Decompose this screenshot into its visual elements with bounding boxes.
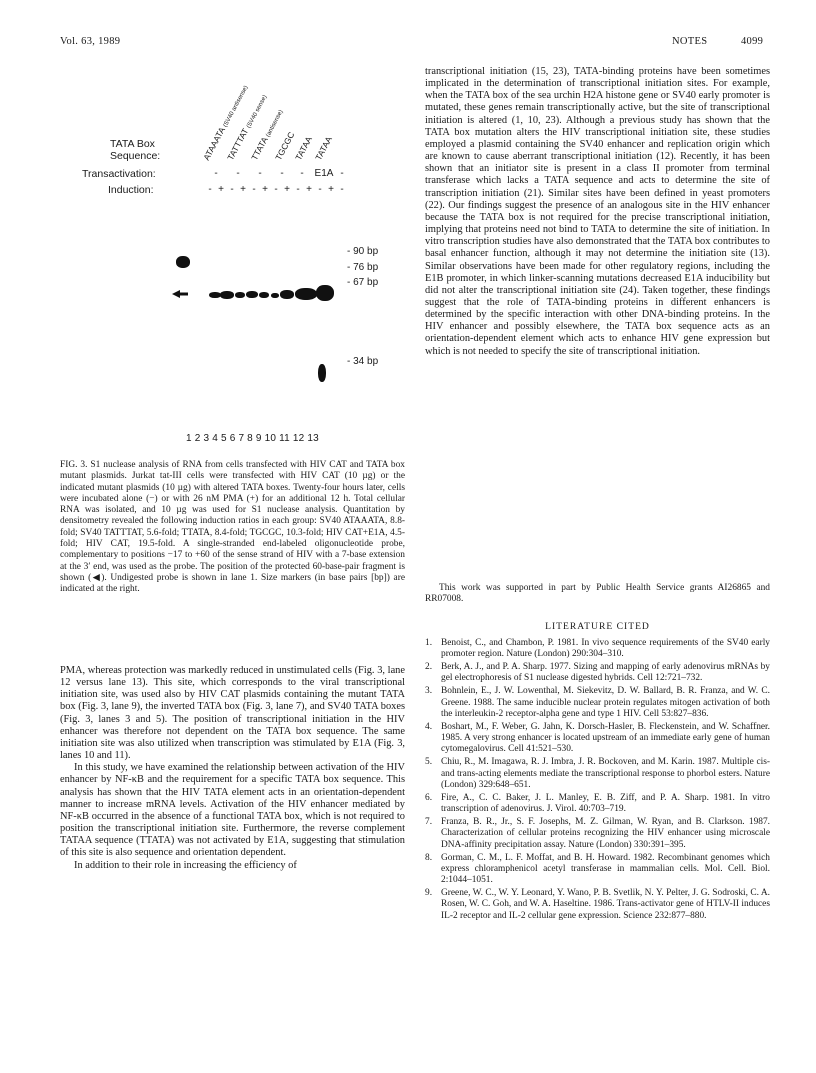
literature-heading: LITERATURE CITED [545, 621, 650, 632]
induction-value: + [218, 184, 224, 195]
reference-text: Gorman, C. M., L. F. Moffat, and B. H. Howard. 1982. Recombinant genomes which express chloramphenicol acetyl transferase in mammalian cells. Mol. Cell. Biol. 2:1044–1051. [441, 852, 770, 886]
reference-number: 7. [425, 817, 433, 828]
seq-label-4: TGCGC [273, 130, 297, 162]
induction-label: Induction: [108, 184, 154, 196]
transactivation-label: Transactivation: [82, 168, 156, 180]
acknowledgment: This work was supported in part by Public Health Service grants AI26865 and RR07008. [425, 583, 770, 605]
paragraph: PMA, whereas protection was markedly reduced in unstimulated cells (Fig. 3, lane 12 versus lane 13). This site, which corresponds to the viral transcriptional initiation site, was used also by HIV CAT plasmids containing the mutant TATA box (Fig. 3, lane 9), the inverted TATA box (Fig. 3, lane 7), and SV40 TATA boxes (Fig. 3, lanes 3 and 5). The position of transcriptional initiation in the HIV enhancer was therefore not dependent on the TATA box sequence. The same initiation site was also utilized when transcription was stimulated by E1A (Fig. 3, lanes 10 and 11). [60, 665, 405, 762]
journal-volume: Vol. 63, 1989 [60, 36, 121, 47]
reference-number: 1. [425, 638, 433, 648]
reference-text: Franza, B. R., Jr., S. F. Josephs, M. Z. Gilman, W. Ryan, and B. Clarkson. 1987. Characterization of cellular proteins recognizing the HIV enhancer using microscale DNA-affinity precipitation assay. Nature (London) 330:391–395. [441, 817, 770, 850]
reference-number: 3. [425, 686, 433, 697]
reference-item [425, 638, 770, 661]
figure-caption: FIG. 3. S1 nuclease analysis of RNA from cells transfected with HIV CAT and TATA box mutant plasmids. Jurkat tat-III cells were transfected with HIV CAT (10 µg) or the indicated mutant plasmids (10 µg) with altered TATA boxes. Twenty-four hours later, cells were incubated alone (−) or with 26 nM PMA (+) for an additional 12 h. Total cellular RNA was isolated, and 10 µg was used for S1 nuclease analysis. Quantitation by densitometry revealed the following induction ratios in each group: SV40 ATAAATA, 8.8-fold; SV40 TATTTAT, 5.6-fold; TTATA, 8.4-fold; TGCGC, 10.3-fold; HIV CAT+E1A, 4.5-fold; HIV CAT, 19.5-fold. A single-stranded end-labeled oligonucleotide probe, complementary to positions −17 to +60 of the sense strand of HIV with a 7-base extension at the 3′ end, was used as the probe. The position of the protected 60-base-pair fragment is shown (◀). Undigested probe is shown in lane 1. Size markers (in base pairs [bp]) are indicated at the right. [60, 460, 405, 595]
induction-value: + [284, 184, 290, 195]
transactivation-value: - [300, 168, 304, 179]
reference-number: 5. [425, 757, 433, 768]
induction-value: + [240, 184, 246, 195]
induction-value: + [328, 184, 334, 195]
size-marker-34: - 34 bp [347, 356, 379, 367]
reference-number: 6. [425, 792, 433, 803]
gel-band [271, 293, 279, 298]
induction-value: - [252, 184, 256, 195]
seq-label-1: ATAAATA (SV40 antisense) [201, 84, 250, 162]
seq-label-2: TATTTAT (SV40 sense) [225, 94, 269, 162]
transactivation-value: - [258, 168, 262, 179]
induction-value: - [230, 184, 234, 195]
seq-label-3: TTATA (antisense) [249, 109, 285, 162]
gel-band [220, 291, 234, 299]
reference-text: Greene, W. C., W. Y. Leonard, Y. Wano, P. B. Svetlik, N. Y. Pelter, J. G. Sodroski, C. A. Rosen, W. C. Goh, and W. A. Haseltine. 1986. Trans-activator gene of HTLV-II induces IL-2 receptor and IL-2 cellular gene expression. Science 232:877–880. [441, 887, 770, 921]
gel-band [235, 292, 245, 298]
transactivation-value: - [280, 168, 284, 179]
reference-item [425, 686, 770, 720]
gel-band [246, 291, 258, 298]
reference-item [425, 853, 770, 887]
reference-list [425, 638, 770, 923]
induction-value: - [296, 184, 300, 195]
tata-box-label: TATA Box [110, 138, 155, 150]
reference-item [425, 888, 770, 922]
transactivation-value: - [236, 168, 240, 179]
lane-numbers: 1 2 3 4 5 6 7 8 9 10 11 12 13 [186, 433, 319, 444]
reference-text: Berk, A. J., and P. A. Sharp. 1977. Sizing and mapping of early adenovirus mRNAs by gel electrophoresis of S1 nuclease digested hybrids. Cell 12:721–732. [441, 662, 770, 684]
size-marker-76: - 76 bp [347, 262, 379, 273]
right-column [425, 66, 770, 358]
undigested-probe-band [176, 256, 190, 268]
reference-number: 9. [425, 887, 433, 898]
section-label: NOTES [672, 36, 708, 47]
reference-item [425, 817, 770, 851]
reference-number: 2. [425, 662, 433, 673]
reference-number: 4. [425, 721, 433, 732]
arrow-icon [172, 290, 188, 298]
transactivation-value: E1A [314, 168, 334, 179]
paragraph: transcriptional initiation (15, 23), TATA-binding proteins have been sometimes implicated in the determination of transcriptional initiation sites. For example, when the TATA box of the sea urchin H2A histone gene or SV40 early promoter is mutated, these genes remain transcriptionally active, but the site of transcriptional initiation is altered (1, 10, 23). Although a previous study has shown that the TATA box mutation alters the HIV transcriptional initiation site, these studies employed a plasmid containing the SV40 enhancer and replication origin which are known to cause aberrant transcriptional initiation (12). Recently, it has been shown that an initiator site is present in a class II promoter from terminal transferase which lacks a TATA sequence and acts to determine the site of transcription initiation (21). Similar sites have been defined in yeast promoters (22). Our findings suggest the presence of an analogous site in the HIV enhancer because the TATA box is not required for the precise transcriptional initiation, implying that proteins need not bind to TATA to determine the site of initiation. In vitro transcription studies have also demonstrated that the TATA box contributes to basal enhancer function, although it may not determine the initiation site (13). Similar observations have been made for other regulatory regions, including the E1B promoter, in which linker-scanning mutations decreased E1A inducibility but did not alter the transcriptional initiation site (24). Taken together, these findings suggest that the role of TATA-binding proteins in different enhancers is determined by the specific interaction with other DNA-binding proteins. In the HIV enhancer and possibly elsewhere, the TATA box sequence acts as an orientation-dependent element which acts to enhance HIV gene expression but which is not needed to specify the site of transcriptional initiation. [425, 66, 770, 357]
size-marker-90: - 90 bp [347, 246, 379, 257]
induction-value: - [318, 184, 322, 195]
paragraph: In this study, we have examined the relationship between activation of the HIV enhancer by NF-κB and the requirement for a specific TATA box sequence. This analysis has shown that the HIV TATA element acts in an orientation-dependent manner to increase mRNA levels. Activation of the HIV enhancer mediated by NF-κB occurred in the absence of a functional TATA box, which is not required to position the transcriptional initiation site. Furthermore, the reverse complement TATAA sequence (TTATA) was not activated by E1A, suggesting that stimulation of this site is also sequence and orientation dependent. [60, 762, 405, 859]
gel-band [316, 285, 334, 301]
reference-text: Fire, A., C. C. Baker, J. L. Manley, E. B. Ziff, and P. A. Sharp. 1981. In vitro transcription of adenovirus. J. Virol. 40:703–719. [441, 792, 770, 815]
gel-band [259, 292, 269, 298]
left-column [60, 665, 405, 872]
reference-text: Benoist, C., and Chambon, P. 1981. In vivo sequence requirements of the SV40 early promoter region. Nature (London) 290:304–310. [441, 638, 770, 660]
gel-band-34bp [318, 364, 326, 382]
induction-value: - [340, 184, 344, 195]
seq-label-6: TATAA [313, 134, 334, 162]
reference-number: 8. [425, 852, 433, 863]
induction-value: - [208, 184, 212, 195]
induction-value: + [262, 184, 268, 195]
sequence-label: Sequence: [110, 150, 161, 162]
induction-value: + [306, 184, 312, 195]
reference-text: Boshart, M., F. Weber, G. Jahn, K. Dorsch-Hasler, B. Fleckenstein, and W. Schaffner. 1985. A very strong enhancer is located upstream of an immediate early gene of human cytomegalovirus. Cell 41:521–530. [441, 721, 770, 755]
transactivation-value: - [340, 168, 344, 179]
reference-text: Bohnlein, E., J. W. Lowenthal, M. Siekevitz, D. W. Ballard, B. R. Franza, and W. C. Greene. 1988. The same inducible nuclear protein regulates mitogen activation of both the interleukin-2 receptor-alpha gene and type 1 HIV. Cell 53:827–836. [441, 686, 770, 719]
reference-item [425, 757, 770, 791]
gel-band [295, 288, 317, 300]
figure-3 [60, 84, 405, 448]
paragraph: In addition to their role in increasing the efficiency of [74, 859, 297, 871]
induction-value: - [274, 184, 278, 195]
reference-text: Chiu, R., M. Imagawa, R. J. Imbra, J. R. Bockoven, and M. Karin. 1987. Multiple cis- and trans-acting elements mediate the transcriptional response to phorbol esters. Nature (London) 329:648–651. [441, 757, 770, 790]
reference-item [425, 722, 770, 756]
page-number: 4099 [741, 36, 764, 47]
transactivation-value: - [214, 168, 218, 179]
gel-band [280, 290, 294, 299]
reference-item [425, 662, 770, 685]
reference-item [425, 793, 770, 816]
seq-label-5: TATAA [293, 134, 314, 162]
size-marker-67: - 67 bp [347, 277, 379, 288]
